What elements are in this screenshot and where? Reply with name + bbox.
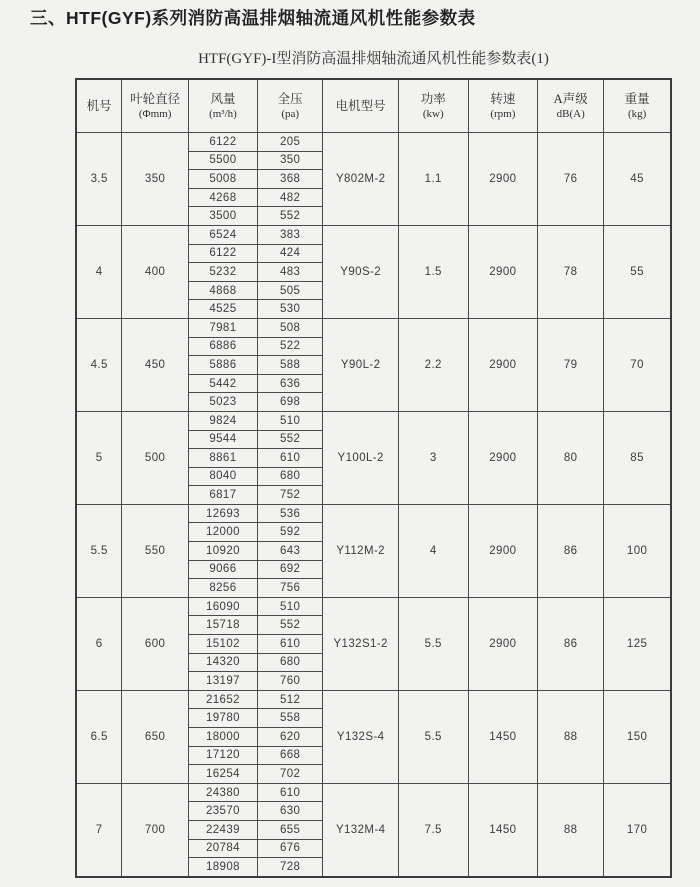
total-pressure-cell: 368	[257, 170, 322, 189]
power-cell: 3	[398, 411, 468, 504]
total-pressure-cell: 655	[257, 820, 322, 839]
total-pressure-cell: 512	[257, 690, 322, 709]
air-flow-cell: 9066	[188, 560, 257, 579]
total-pressure-cell: 552	[257, 207, 322, 226]
air-flow-cell: 6122	[188, 133, 257, 152]
total-pressure-cell: 482	[257, 188, 322, 207]
noise-level-cell: 86	[538, 504, 604, 597]
fan-number-cell: 3.5	[76, 133, 122, 226]
air-flow-cell: 18000	[188, 728, 257, 747]
weight-cell: 55	[604, 225, 671, 318]
motor-model-cell: Y100L-2	[323, 411, 399, 504]
air-flow-cell: 16254	[188, 765, 257, 784]
table-row	[76, 411, 671, 430]
air-flow-cell: 3500	[188, 207, 257, 226]
power-cell: 7.5	[398, 783, 468, 877]
noise-level-cell: 79	[538, 318, 604, 411]
air-flow-cell: 4868	[188, 281, 257, 300]
total-pressure-cell: 350	[257, 151, 322, 170]
air-flow-cell: 12000	[188, 523, 257, 542]
total-pressure-cell: 508	[257, 318, 322, 337]
air-flow-cell: 20784	[188, 839, 257, 858]
fan-number-cell: 6	[76, 597, 122, 690]
air-flow-cell: 4268	[188, 188, 257, 207]
air-flow-cell: 5886	[188, 356, 257, 375]
page-title: 三、HTF(GYF)系列消防高温排烟轴流通风机性能参数表	[30, 8, 476, 28]
weight-cell: 85	[604, 411, 671, 504]
total-pressure-cell: 643	[257, 542, 322, 561]
impeller-diameter-cell: 700	[122, 783, 189, 877]
total-pressure-cell: 552	[257, 430, 322, 449]
fan-number-cell: 5.5	[76, 504, 122, 597]
total-pressure-cell: 760	[257, 672, 322, 691]
total-pressure-cell: 630	[257, 802, 322, 821]
column-header-6: 转速 (rpm)	[468, 79, 538, 133]
air-flow-cell: 17120	[188, 746, 257, 765]
impeller-diameter-cell: 600	[122, 597, 189, 690]
air-flow-cell: 5500	[188, 151, 257, 170]
impeller-diameter-cell: 550	[122, 504, 189, 597]
air-flow-cell: 22439	[188, 820, 257, 839]
speed-cell: 2900	[468, 411, 538, 504]
air-flow-cell: 8861	[188, 449, 257, 468]
air-flow-cell: 9824	[188, 411, 257, 430]
motor-model-cell: Y90S-2	[323, 225, 399, 318]
total-pressure-cell: 610	[257, 449, 322, 468]
header-row	[76, 79, 671, 133]
air-flow-cell: 16090	[188, 597, 257, 616]
table-row	[76, 690, 671, 709]
air-flow-cell: 6817	[188, 486, 257, 505]
weight-cell: 70	[604, 318, 671, 411]
motor-model-cell: Y802M-2	[323, 133, 399, 226]
total-pressure-cell: 620	[257, 728, 322, 747]
table-row	[76, 783, 671, 802]
total-pressure-cell: 680	[257, 467, 322, 486]
power-cell: 1.1	[398, 133, 468, 226]
fan-number-cell: 6.5	[76, 690, 122, 783]
air-flow-cell: 6524	[188, 225, 257, 244]
column-header-3: 全压 (pa)	[257, 79, 322, 133]
power-cell: 5.5	[398, 597, 468, 690]
total-pressure-cell: 552	[257, 616, 322, 635]
speed-cell: 1450	[468, 690, 538, 783]
air-flow-cell: 13197	[188, 672, 257, 691]
total-pressure-cell: 383	[257, 225, 322, 244]
noise-level-cell: 76	[538, 133, 604, 226]
power-cell: 1.5	[398, 225, 468, 318]
air-flow-cell: 24380	[188, 783, 257, 802]
total-pressure-cell: 424	[257, 244, 322, 263]
air-flow-cell: 9544	[188, 430, 257, 449]
air-flow-cell: 5008	[188, 170, 257, 189]
total-pressure-cell: 510	[257, 411, 322, 430]
impeller-diameter-cell: 450	[122, 318, 189, 411]
column-header-1: 叶轮直径 (Φmm)	[122, 79, 189, 133]
total-pressure-cell: 752	[257, 486, 322, 505]
total-pressure-cell: 676	[257, 839, 322, 858]
total-pressure-cell: 610	[257, 783, 322, 802]
motor-model-cell: Y132M-4	[323, 783, 399, 877]
speed-cell: 1450	[468, 783, 538, 877]
speed-cell: 2900	[468, 225, 538, 318]
column-header-7: A声级 dB(A)	[538, 79, 604, 133]
table-row	[76, 225, 671, 244]
total-pressure-cell: 558	[257, 709, 322, 728]
power-cell: 5.5	[398, 690, 468, 783]
total-pressure-cell: 536	[257, 504, 322, 523]
power-cell: 4	[398, 504, 468, 597]
total-pressure-cell: 728	[257, 858, 322, 877]
performance-table	[75, 78, 672, 878]
air-flow-cell: 10920	[188, 542, 257, 561]
air-flow-cell: 19780	[188, 709, 257, 728]
fan-number-cell: 7	[76, 783, 122, 877]
motor-model-cell: Y90L-2	[323, 318, 399, 411]
column-header-8: 重量 (kg)	[604, 79, 671, 133]
total-pressure-cell: 592	[257, 523, 322, 542]
power-cell: 2.2	[398, 318, 468, 411]
total-pressure-cell: 636	[257, 374, 322, 393]
table-row	[76, 133, 671, 152]
air-flow-cell: 6122	[188, 244, 257, 263]
total-pressure-cell: 530	[257, 300, 322, 319]
weight-cell: 170	[604, 783, 671, 877]
speed-cell: 2900	[468, 504, 538, 597]
air-flow-cell: 6886	[188, 337, 257, 356]
weight-cell: 125	[604, 597, 671, 690]
impeller-diameter-cell: 650	[122, 690, 189, 783]
air-flow-cell: 18908	[188, 858, 257, 877]
air-flow-cell: 14320	[188, 653, 257, 672]
air-flow-cell: 15102	[188, 635, 257, 654]
weight-cell: 45	[604, 133, 671, 226]
noise-level-cell: 80	[538, 411, 604, 504]
air-flow-cell: 5232	[188, 263, 257, 282]
table-row	[76, 318, 671, 337]
fan-number-cell: 4	[76, 225, 122, 318]
total-pressure-cell: 483	[257, 263, 322, 282]
total-pressure-cell: 756	[257, 579, 322, 598]
total-pressure-cell: 522	[257, 337, 322, 356]
air-flow-cell: 8040	[188, 467, 257, 486]
impeller-diameter-cell: 350	[122, 133, 189, 226]
total-pressure-cell: 510	[257, 597, 322, 616]
air-flow-cell: 5023	[188, 393, 257, 412]
air-flow-cell: 4525	[188, 300, 257, 319]
total-pressure-cell: 698	[257, 393, 322, 412]
air-flow-cell: 23570	[188, 802, 257, 821]
total-pressure-cell: 692	[257, 560, 322, 579]
fan-number-cell: 4.5	[76, 318, 122, 411]
air-flow-cell: 15718	[188, 616, 257, 635]
total-pressure-cell: 588	[257, 356, 322, 375]
noise-level-cell: 88	[538, 690, 604, 783]
total-pressure-cell: 205	[257, 133, 322, 152]
speed-cell: 2900	[468, 318, 538, 411]
air-flow-cell: 5442	[188, 374, 257, 393]
table-title: HTF(GYF)-I型消防高温排烟轴流通风机性能参数表(1)	[198, 51, 549, 67]
speed-cell: 2900	[468, 133, 538, 226]
total-pressure-cell: 505	[257, 281, 322, 300]
speed-cell: 2900	[468, 597, 538, 690]
column-header-2: 风量 (m³/h)	[188, 79, 257, 133]
air-flow-cell: 8256	[188, 579, 257, 598]
column-header-0: 机号	[76, 79, 122, 133]
table-row	[76, 597, 671, 616]
noise-level-cell: 86	[538, 597, 604, 690]
motor-model-cell: Y132S-4	[323, 690, 399, 783]
column-header-4: 电机型号	[323, 79, 399, 133]
weight-cell: 150	[604, 690, 671, 783]
air-flow-cell: 7981	[188, 318, 257, 337]
motor-model-cell: Y132S1-2	[323, 597, 399, 690]
table-row	[76, 504, 671, 523]
weight-cell: 100	[604, 504, 671, 597]
total-pressure-cell: 702	[257, 765, 322, 784]
motor-model-cell: Y112M-2	[323, 504, 399, 597]
column-header-5: 功率 (kw)	[398, 79, 468, 133]
total-pressure-cell: 680	[257, 653, 322, 672]
impeller-diameter-cell: 400	[122, 225, 189, 318]
noise-level-cell: 88	[538, 783, 604, 877]
impeller-diameter-cell: 500	[122, 411, 189, 504]
air-flow-cell: 12693	[188, 504, 257, 523]
total-pressure-cell: 610	[257, 635, 322, 654]
fan-number-cell: 5	[76, 411, 122, 504]
noise-level-cell: 78	[538, 225, 604, 318]
table-body	[76, 133, 671, 878]
air-flow-cell: 21652	[188, 690, 257, 709]
total-pressure-cell: 668	[257, 746, 322, 765]
